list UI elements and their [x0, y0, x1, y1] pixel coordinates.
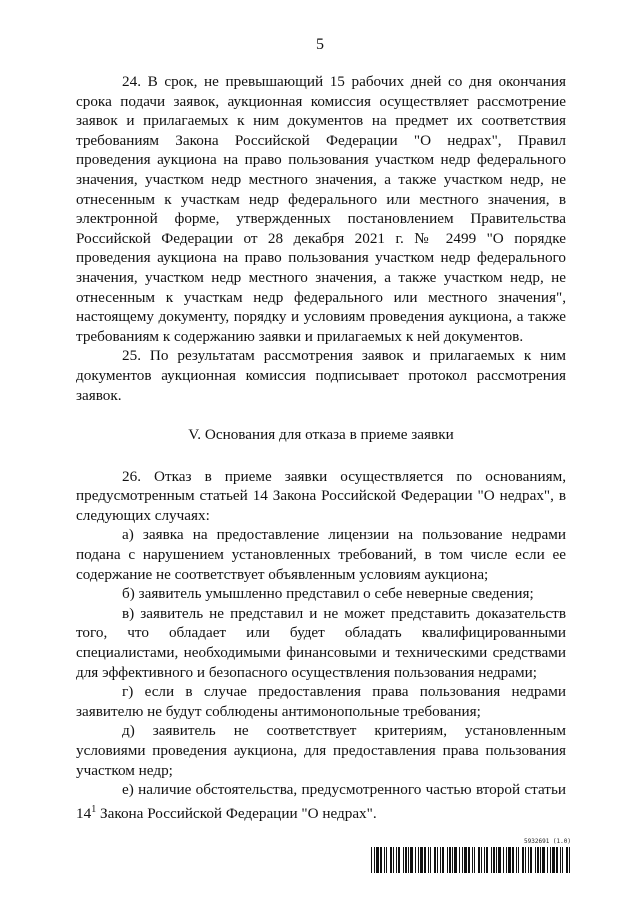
item-e-text: е) наличие обстоятельства, предусмотренного частью второй статьи 14 [76, 781, 566, 822]
barcode [371, 847, 571, 873]
page-number: 5 [316, 36, 324, 53]
paragraph-25: 25. По результатам рассмотрения заявок и прилагаемых к ним документов аукционная комиссия подписывает протокол рассмотрения заявок. [76, 347, 566, 404]
document-body [76, 72, 566, 823]
barcode-area [371, 838, 571, 874]
item-d: д) заявитель не соответствует критериям, установленным условиями проведения аукциона, для предоставления права пользования участком недр; [76, 722, 566, 779]
item-e-text-end: Закона Российской Федерации "О недрах". [96, 804, 377, 822]
item-v: в) заявитель не представил и не может представить доказательств того, что обладает или будет обладать квалифицированными специалистами, необходимыми финансовыми и техническими средствами для эффективного и безопасного осуществления пользования недрами; [76, 604, 566, 681]
item-b: б) заявитель умышленно представил о себе неверные сведения; [122, 585, 534, 603]
item-g: г) если в случае предоставления права пользования недрами заявителю не будут соблюдены антимонопольные требования; [76, 683, 566, 720]
section-heading: V. Основания для отказа в приеме заявки [188, 426, 454, 444]
item-e-superscript: 1 [91, 803, 97, 815]
barcode-code: 5932691 (1.0) [524, 838, 571, 845]
item-a: а) заявка на предоставление лицензии на пользование недрами подана с нарушением установленных требований, в том числе если ее содержание не соответствует объявленным условиям аукциона; [76, 526, 566, 583]
paragraph-24: 24. В срок, не превышающий 15 рабочих дней со дня окончания срока подачи заявок, аукционная комиссия осуществляет рассмотрение заявок и прилагаемых к ним документов на предмет их соответствия требованиям Закона Российской Федерации "О недрах", Правил проведения аукциона на право пользования участком недр федерального значения, участком недр местного значения, а также участком недр, не отнесенным к участкам недр федерального или местного значения, в электронной форме, утвержденных постановлением Правительства Российской Федерации от 28 декабря 2021 г. № 2499 "О порядке проведения аукциона на право пользования участком недр федерального значения, участком недр местного значения, а также участком недр, не отнесенным к участкам недр федерального или местного значения", настоящему документу, порядку и условиям проведения аукциона, а также требованиям к содержанию заявки и прилагаемых к ней документов. [76, 73, 566, 345]
paragraph-26: 26. Отказ в приеме заявки осуществляется по основаниям, предусмотренным статьей 14 Закона Российской Федерации "О недрах", в следующих случаях: [76, 467, 566, 524]
item-e [76, 780, 566, 823]
